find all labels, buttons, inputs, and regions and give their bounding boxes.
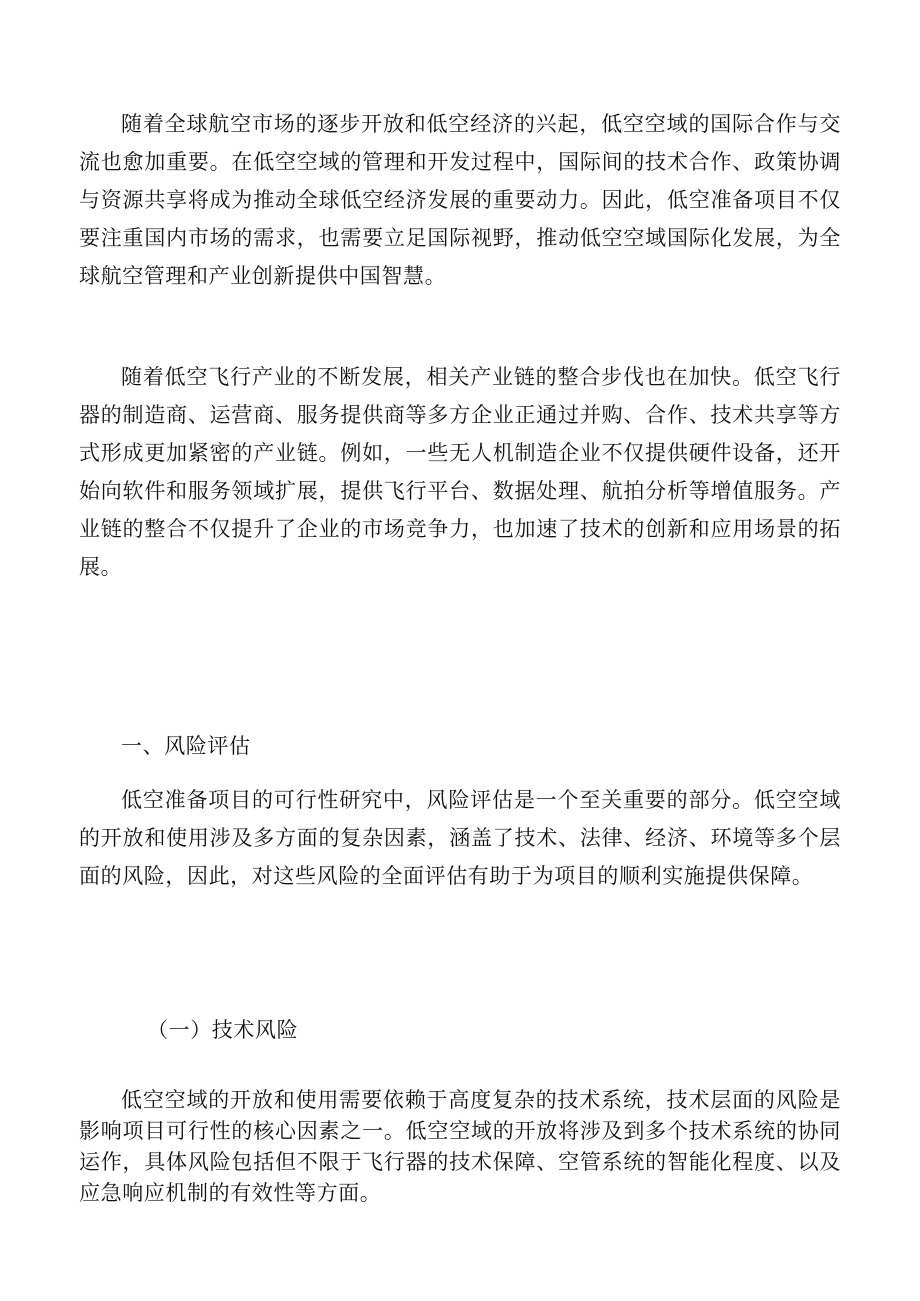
subsection-heading-technical-risk: （一）技术风险 bbox=[147, 1018, 299, 1042]
section-heading-risk-assessment: 一、风险评估 bbox=[121, 734, 251, 758]
paragraph-technical-risk: 低空空域的开放和使用需要依赖于高度复杂的技术系统，技术层面的风险是影响项目可行性的核心因素之一。低空空域的开放将涉及到多个技术系统的协同运作，具体风险包括但不限于飞行器的技术保障、空管系统的智能化程度、以及应急响应机制的有效性等方面。 bbox=[79, 1088, 841, 1205]
paragraph-international-cooperation: 随着全球航空市场的逐步开放和低空经济的兴起，低空空域的国际合作与交流也愈加重要。在低空空域的管理和开发过程中，国际间的技术合作、政策协调与资源共享将成为推动全球低空经济发展的重要动力。因此，低空准备项目不仅要注重国内市场的需求，也需要立足国际视野，推动低空空域国际化发展，为全球航空管理和产业创新提供中国智慧。 bbox=[79, 112, 841, 288]
paragraph-industry-chain: 随着低空飞行产业的不断发展，相关产业链的整合步伐也在加快。低空飞行器的制造商、运营商、服务提供商等多方企业正通过并购、合作、技术共享等方式形成更加紧密的产业链。例如，一些无人机制造企业不仅提供硬件设备，还开始向软件和服务领域扩展，提供飞行平台、数据处理、航拍分析等增值服务。产业链的整合不仅提升了企业的市场竞争力，也加速了技术的创新和应用场景的拓展。 bbox=[79, 365, 841, 579]
paragraph-risk-assessment: 低空准备项目的可行性研究中，风险评估是一个至关重要的部分。低空空域的开放和使用涉及多方面的复杂因素，涵盖了技术、法律、经济、环境等多个层面的风险，因此，对这些风险的全面评估有助于为项目的顺利实施提供保障。 bbox=[79, 788, 841, 888]
